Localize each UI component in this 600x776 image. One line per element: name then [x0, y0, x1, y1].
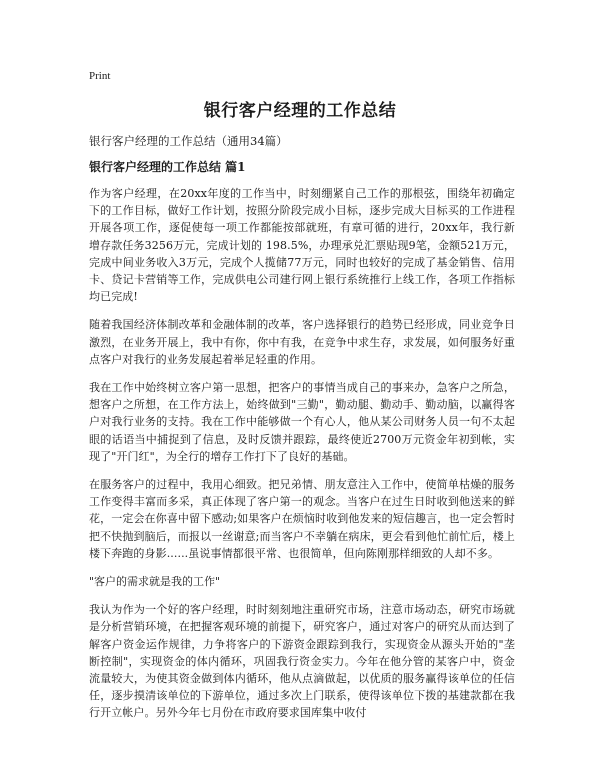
paragraph-4: 在服务客户的过程中，我用心细致。把兄弟情、朋友意注入工作中，使简单枯燥的服务工作变得丰富而多采，真正体现了客户第一的观念。当客户在过生日时收到他送来的鲜花，一定会在你喜中留下感动;如果客户在烦恼时收到他发来的短信趣言，也一定会暂时把不快抛到脑后，而报以一丝谢意;而当客户不幸躺在病床，更会看到他忙前忙后，楼上楼下奔跑的身影......虽说事情都很平常、也很简单，但向陈刚那样细致的人却不多。: [89, 478, 515, 560]
paragraph-5: 我认为作为一个好的客户经理，时时刻刻地注重研究市场，注意市场动态，研究市场就是分析营销环境，在把握客观环境的前提下，研究客户，通过对客户的研究从而达到了解客户资金运作规律，力争将客户的下游资金跟踪到我行，实现资金从源头开始的"垄断控制"，实现资金的体内循环，巩固我行资金实力。今年在他分管的某客户中，资金流量较大，为使其资金做到体内循环，他从点滴做起，以优质的服务赢得该单位的任信任，逐步摸清该单位的下游单位，通过多次上门联系，使得该单位下拨的基建款都在我行开立帐户。另外今年七月份在市政府要求国库集中收付: [89, 603, 515, 720]
paragraph-2: 随着我国经济体制改革和金融体制的改革，客户选择银行的趋势已经形成，同业竞争日激烈，在业务开展上，我中有你，你中有我，在竞争中求生存，求发展，如何服务好重点客户对我行的业务发展起着举足轻重的作用。: [89, 318, 515, 366]
print-label: Print: [89, 70, 111, 82]
quote-line: "客户的需求就是我的工作": [89, 575, 221, 589]
section-heading: 银行客户经理的工作总结 篇1: [89, 160, 246, 174]
document-body: [89, 185, 515, 733]
document-subtitle: 银行客户经理的工作总结（通用34篇）: [89, 134, 288, 148]
paragraph-1: 作为客户经理，在20xx年度的工作当中，时刻绷紧自己工作的那根弦，围绕年初确定下的工作目标，做好工作计划，按照分阶段完成小目标，逐步完成大目标买的工作进程开展各项工作，逐促使每一项工作都能按部就班，有章可循的进行，20xx年，我行新增存款任务3256万元，完成计划的 198.5%，办理承兑汇票贴现9笔，金额521万元，完成中间业务收入3万元，完成个人揽储77万元，同时也较好的完成了基金销售、信用卡、贷记卡营销等工作，完成供电公司建行网上银行系统推行上线工作，各项工作指标均已完成!: [89, 187, 515, 304]
document-title: 银行客户经理的工作总结: [203, 101, 397, 121]
paragraph-3: 我在工作中始终树立客户第一思想，把客户的事情当成自己的事来办，急客户之所急，想客户之所想，在工作方法上，始终做到"三勤"，勤动腿、勤动手、勤动脑，以赢得客户对我行业务的支持。我在工作中能够做一个有心人，他从某公司财务人员一句不太起眼的话语当中捕捉到了信息，及时反馈并跟踪，最终使近2700万元资金年初到帐，实现了"开门红"，为全行的增存工作打下了良好的基础。: [89, 381, 515, 463]
